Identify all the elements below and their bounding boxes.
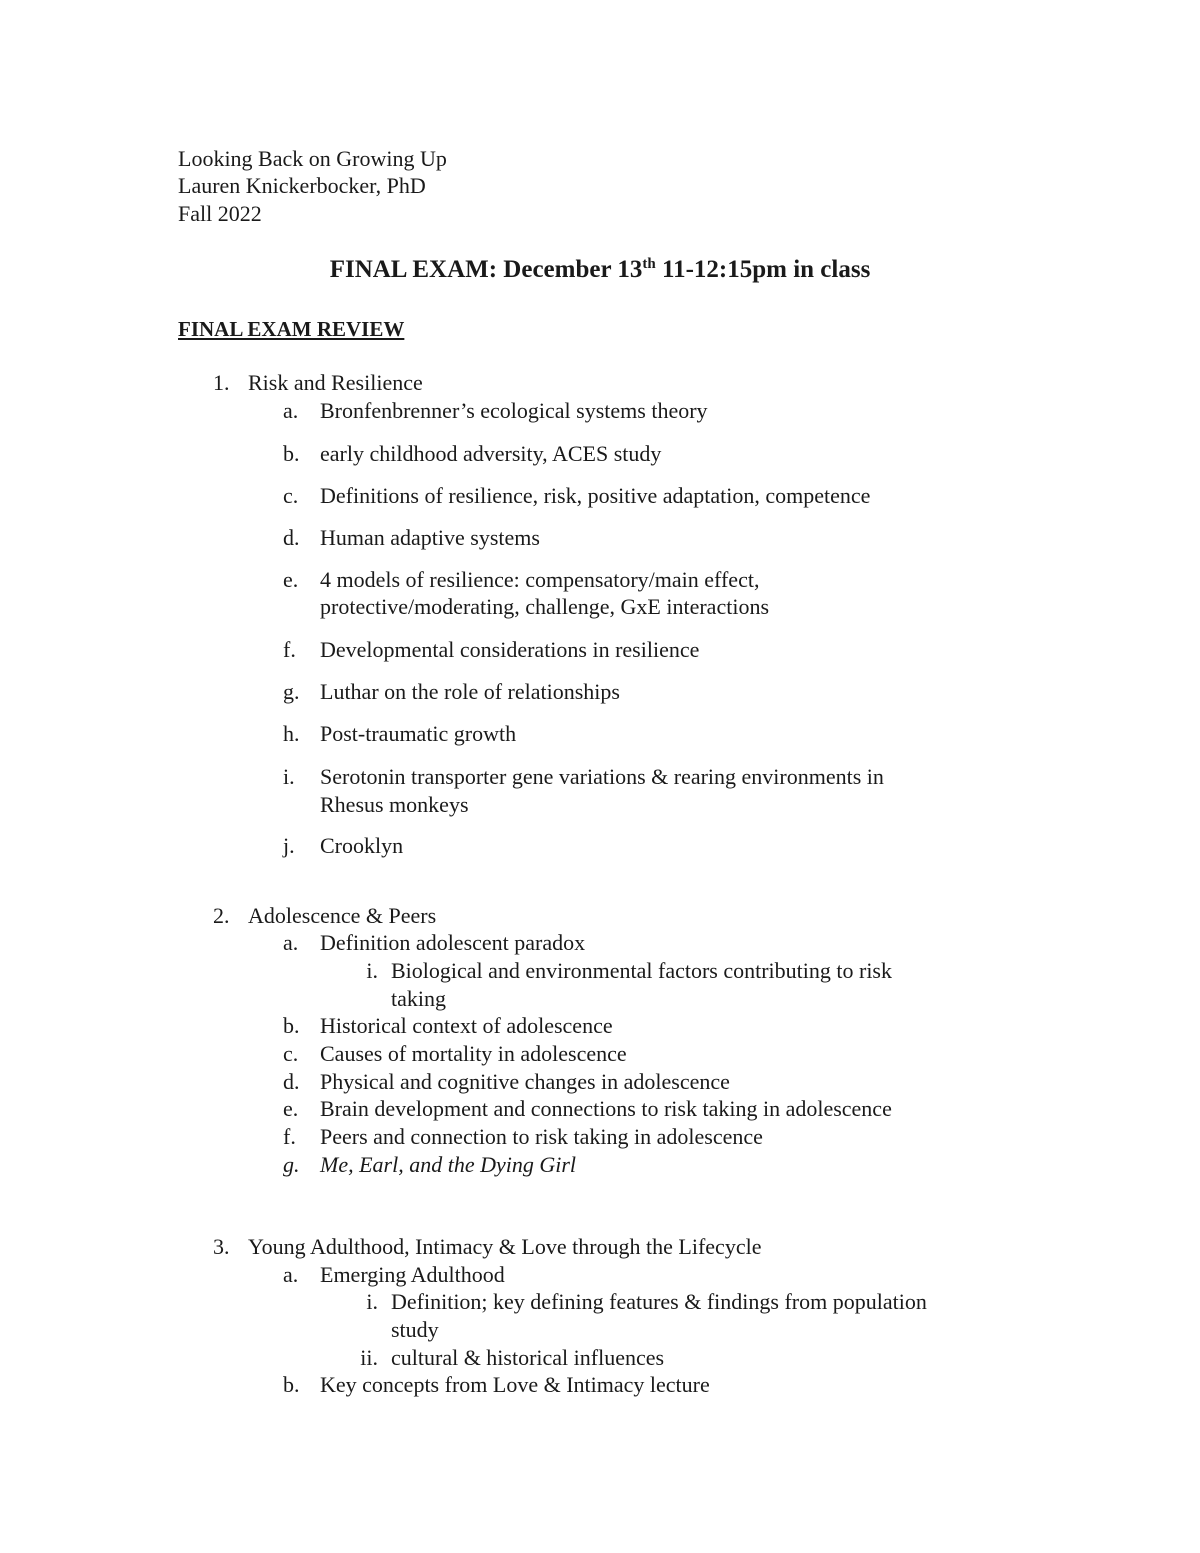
item-marker: e. [283,567,299,592]
list-item: Causes of mortality in adolescence [320,1041,627,1066]
list-item: Post-traumatic growth [320,721,517,746]
item-marker: j. [283,833,295,858]
list-subitem-continuation: study [391,1317,439,1342]
item-marker: g. [283,1152,300,1177]
list-subitem: cultural & historical influences [391,1345,665,1370]
item-marker: b. [283,441,300,466]
item-marker: a. [283,930,299,955]
list-item: Definitions of resilience, risk, positive adaptation, competence [320,483,871,508]
item-marker: e. [283,1096,299,1121]
list-item: Bronfenbrenner’s ecological systems theory [320,398,708,423]
term: Fall 2022 [178,201,262,226]
list-item: Historical context of adolescence [320,1013,613,1038]
list-item: Luthar on the role of relationships [320,679,620,704]
list-item: Definition adolescent paradox [320,930,586,955]
list-item: Serotonin transporter gene variations & rearing environments in [320,764,884,789]
item-marker: a. [283,1262,299,1287]
item-marker: c. [283,483,299,508]
review-heading: FINAL EXAM REVIEW [178,317,405,341]
subitem-marker: i. [366,958,378,983]
section-number: 3. [213,1234,230,1259]
item-marker: h. [283,721,300,746]
item-marker: f. [283,637,296,662]
subitem-marker: i. [366,1289,378,1314]
item-marker: b. [283,1372,300,1397]
list-item: Physical and cognitive changes in adolescence [320,1069,730,1094]
list-subitem: Biological and environmental factors contributing to risk [391,958,892,983]
item-marker: f. [283,1124,296,1149]
instructor-name: Lauren Knickerbocker, PhD [178,173,426,198]
exam-title: FINAL EXAM: December 13th 11-12:15pm in class [329,256,871,283]
list-item: Key concepts from Love & Intimacy lecture [320,1372,710,1397]
section-number: 1. [213,370,230,395]
list-item: Human adaptive systems [320,525,540,550]
list-item-continuation: protective/moderating, challenge, GxE interactions [320,594,770,619]
list-item-continuation: Rhesus monkeys [320,792,469,817]
item-marker: b. [283,1013,300,1038]
list-item: Emerging Adulthood [320,1262,505,1287]
list-item: Crooklyn [320,833,404,858]
subitem-marker: ii. [360,1345,378,1370]
item-marker: d. [283,525,300,550]
item-marker: a. [283,398,299,423]
list-item: Me, Earl, and the Dying Girl [320,1152,577,1177]
list-subitem: Definition; key defining features & findings from population [391,1289,927,1314]
list-item: 4 models of resilience: compensatory/main effect, [320,567,760,592]
section-title: Young Adulthood, Intimacy & Love through the Lifecycle [248,1234,762,1259]
item-marker: c. [283,1041,299,1066]
item-marker: g. [283,679,300,704]
list-subitem-continuation: taking [391,986,446,1011]
course-title: Looking Back on Growing Up [178,146,447,171]
section-number: 2. [213,903,230,928]
list-item: Developmental considerations in resilience [320,637,700,662]
item-marker: i. [283,764,295,789]
list-item: Brain development and connections to risk taking in adolescence [320,1096,892,1121]
item-marker: d. [283,1069,300,1094]
list-item: Peers and connection to risk taking in adolescence [320,1124,763,1149]
list-item: early childhood adversity, ACES study [320,441,662,466]
section-title: Adolescence & Peers [248,903,437,928]
section-title: Risk and Resilience [248,370,423,395]
